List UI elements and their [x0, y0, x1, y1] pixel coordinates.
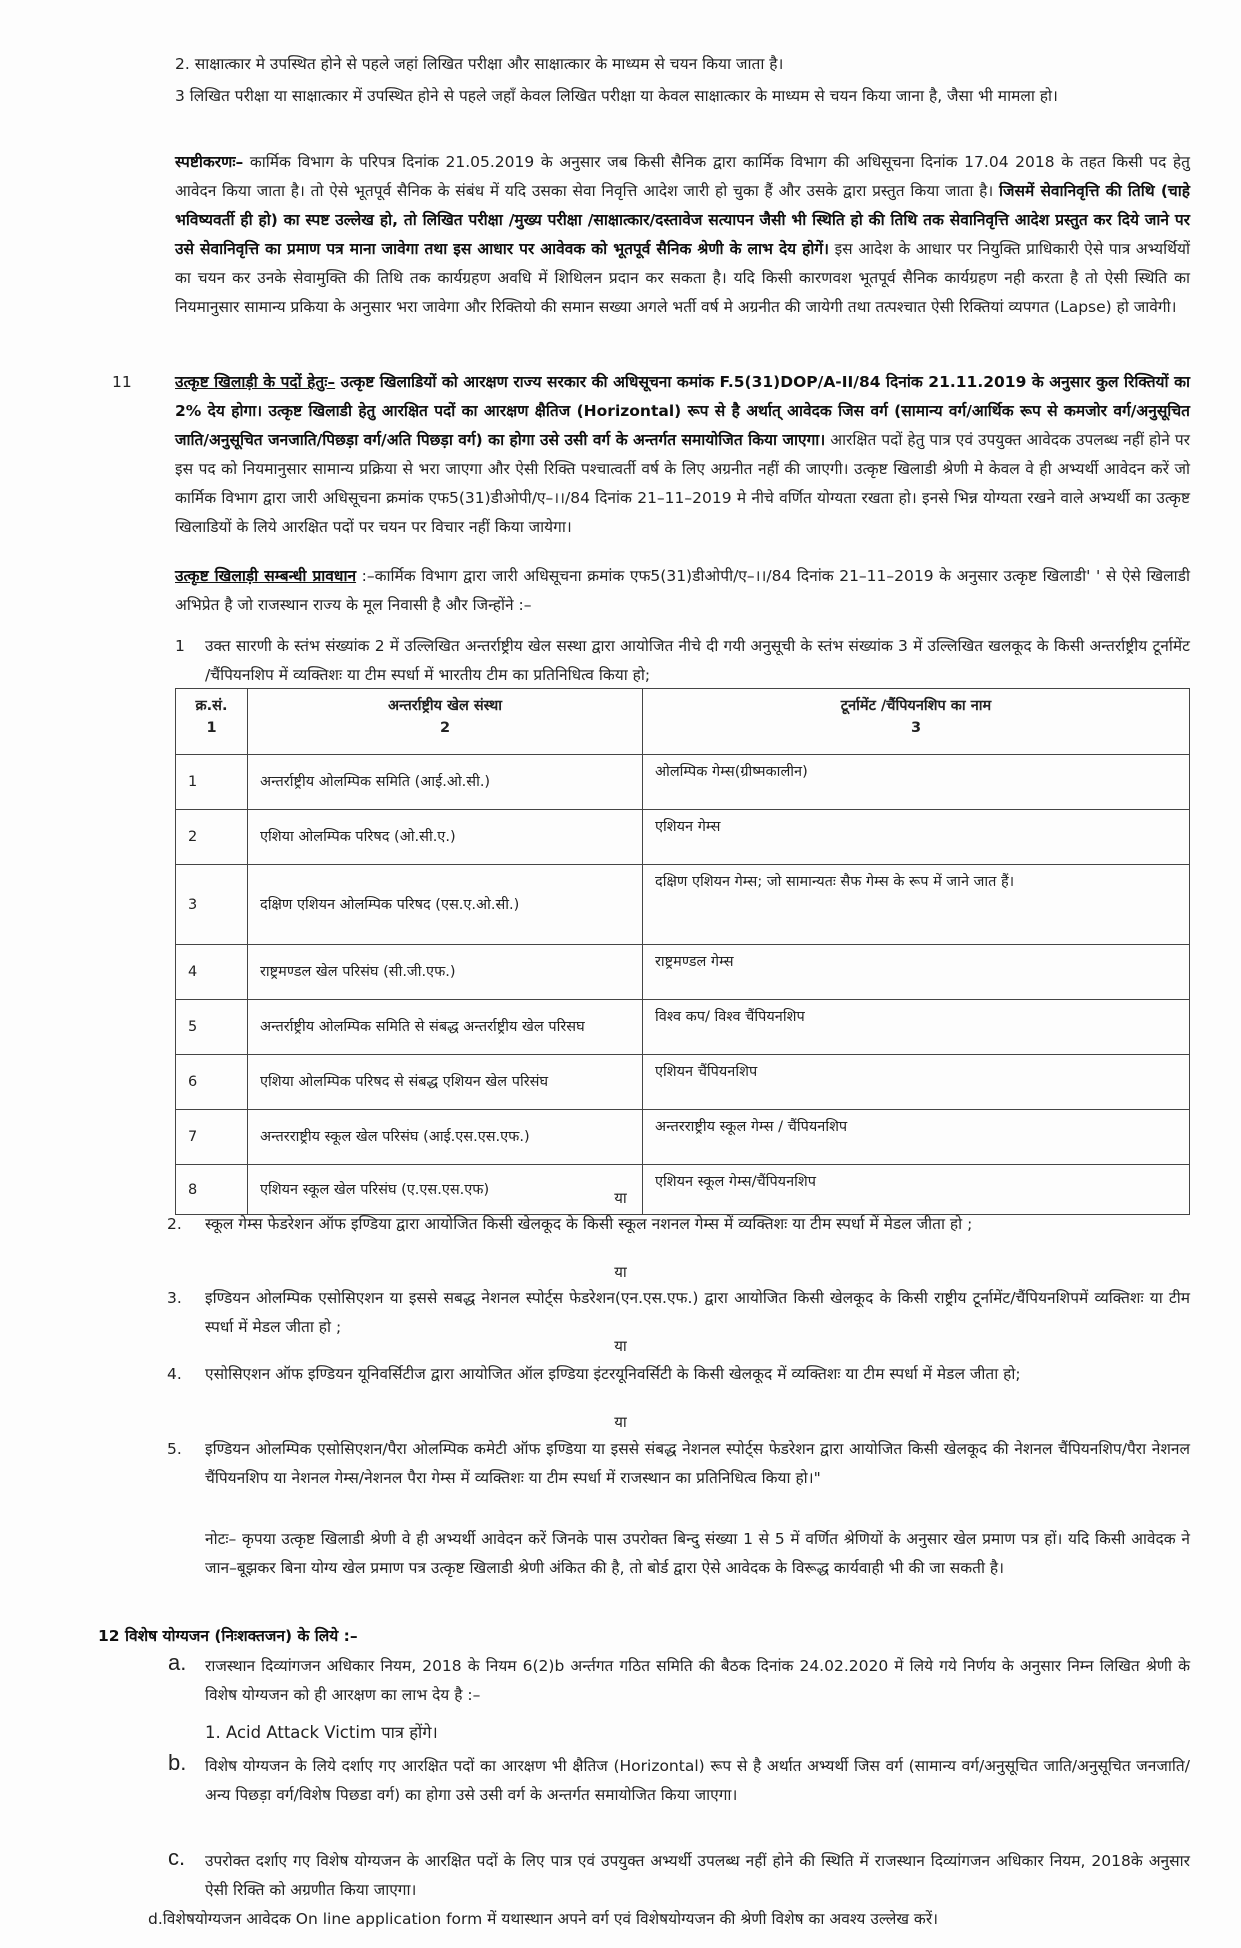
- provision-paragraph: [175, 562, 1190, 620]
- section-12-heading: 12 विशेष योग्यजन (निःशक्तजन) के लिये :–: [98, 1627, 358, 1645]
- note-paragraph: नोटः– कृपया उत्कृष्ट खिलाडी श्रेणी वे ही अभ्यर्थी आवेदन करें जिनके पास उपरोक्त बिन्दु संख्या 1 से 5 में वर्णित श्रेणियों के अनुसार खेल प्रमाण पत्र हों। यदि किसी आवेदक ने जान–बूझकर बिना योग्य खेल प्रमाण पत्र उत्कृष्ट खिलाडी श्रेणी अंकित की है, तो बोर्ड द्वारा ऐसे आवेदक के विरूद्ध कार्यवाही भी की जा सकती है।: [205, 1530, 1190, 1577]
- item-a-letter: a.: [168, 1650, 187, 1675]
- item-1-number: 1: [175, 637, 185, 655]
- section-11-paragraph: [175, 368, 1190, 542]
- item-4-text: एसोसिएशन ऑफ इण्डियन यूनिवर्सिटीज द्वारा आयोजित ऑल इण्डिया इंटरयूनिवर्सिटी के किसी खेलकूद में व्यक्तिशः या टीम स्पर्धा में मेडल जीता हो;: [205, 1365, 1021, 1383]
- item-c-text: उपरोक्त दर्शाए गए विशेष योग्यजन के आरक्षित पदों के लिए पात्र एवं उपयुक्त अभ्यर्थी उपलब्ध नहीं होने की स्थिति में राजस्थान दिव्यांगजन अधिकार नियम, 2018के अनुसार ऐसी रिक्ति को अग्रणीत किया जाएगा।: [205, 1852, 1190, 1899]
- clarification-label: स्पष्टीकरणः–: [175, 153, 244, 171]
- table-row: 3 दक्षिण एशियन ओलम्पिक परिषद (एस.ए.ओ.सी.) दक्षिण एशियन गेम्स; जो सामान्यतः सैफ गेम्स के रूप में जाने जात हैं।: [176, 865, 1190, 945]
- or-separator: या: [614, 1337, 627, 1355]
- table-row: 8 एशियन स्कूल खेल परिसंघ (ए.एस.एस.एफ) एशियन स्कूल गेम्स/चैंपियनशिप: [176, 1165, 1190, 1215]
- table-row: 7 अन्तरराष्ट्रीय स्कूल खेल परिसंघ (आई.एस.एस.एफ.) अन्तरराष्ट्रीय स्कूल गेम्स / चैंपियनशिप: [176, 1110, 1190, 1165]
- item-4-number: 4.: [167, 1365, 182, 1383]
- or-separator: या: [614, 1189, 627, 1207]
- header-tournament: टूर्नामेंट /चैंपियनशिप का नाम 3: [643, 689, 1190, 755]
- item-b-letter: b.: [168, 1750, 187, 1775]
- section-11-number: 11: [112, 373, 132, 391]
- table-header-row: [176, 689, 1190, 755]
- header-sn: क्र.सं. 1: [176, 689, 248, 755]
- item-3-number: 3.: [167, 1289, 182, 1307]
- sports-bodies-table: [175, 688, 1190, 1215]
- para-2: 2. साक्षात्कार मे उपस्थित होने से पहले जहां लिखित परीक्षा और साक्षात्कार के माध्यम से चयन किया जाता है।: [175, 55, 784, 73]
- provision-label: उत्कृष्ट खिलाड़ी सम्बन्धी प्रावधान: [175, 567, 357, 585]
- section-11-bold-text: उत्कृष्ट खिलाडियों को आरक्षण राज्य सरकार की अधिसूचना कमांक F.5(31)DOP/A-II/84 दिनांक 21.11.2019 के अनुसार कुल रिक्तियों का 2% देय होगा। उत्कृष्ट खिलाडी हेतु आरक्षित पदों का आरक्षण क्षैतिज (Horizontal) रूप से है अर्थात् आवेदक जिस वर्ग (सामान्य वर्ग/आर्थिक रूप से कमजोर वर्ग/अनुसूचित जाति/अनुसूचित जनजाति/पिछड़ा वर्ग/अति पिछड़ा वर्ग) का होगा उसे उसी वर्ग के अन्तर्गत समायोजित किया जाएगा।: [175, 373, 1190, 449]
- section-11-text: आरक्षित पदों हेतु पात्र एवं उपयुक्त आवेदक उपलब्ध नहीं होने पर इस पद को नियमानुसार सामान्य प्रक्रिया से भरा जाएगा और ऐसी रिक्ति पश्चात्वर्ती वर्ष के लिए अग्रनीत नहीं की जाएगी। उत्कृष्ट खिलाडी श्रेणी मे केवल वे ही अभ्यर्थी आवेदन करें जो कार्मिक विभाग द्वारा जारी अधिसूचना क्रमांक एफ5(31)डीओपी/ए–।।/84 दिनांक 21–11–2019 मे नीचे वर्णित योग्यता रखता हो। इनसे भिन्न योग्यता रखने वाले अभ्यर्थी का उत्कृष्ट खिलाडियों के लिये आरक्षित पदों पर चयन पर विचार नहीं किया जायेगा।: [175, 431, 1191, 536]
- item-c-letter: c.: [168, 1845, 186, 1870]
- clarification-text-1: कार्मिक विभाग के परिपत्र दिनांक 21.05.2019 के अनुसार जब किसी सैनिक द्वारा कार्मिक विभाग की अधिसूचना दिनांक 17.04 2018 के तहत किसी पद हेतु आवेदन किया जाता है। तो ऐसे भूतपूर्व सैनिक के संबंध में यदि उसका सेवा निवृत्ति आदेश जारी हो चुका हैं और उसके द्वारा प्रस्तुत किया जाता है।: [175, 153, 1190, 200]
- item-5-text: इण्डियन ओलम्पिक एसोसिएशन/पैरा ओलम्पिक कमेटी ऑफ इण्डिया या इससे संबद्ध नेशनल स्पोर्ट्स फेडरेशन द्वारा आयोजित किसी खेलकूद की नेशनल चैंपियनशिप/पैरा नेशनल चैंपियनशिप या नेशनल गेम्स/नेशनल पैरा गेम्स में व्यक्तिशः या टीम स्पर्धा में राजस्थान का प्रतिनिधित्व किया हो।": [205, 1440, 1190, 1487]
- header-org: अन्तर्राष्ट्रीय खेल संस्था 2: [248, 689, 643, 755]
- table-row: 4 राष्ट्रमण्डल खेल परिसंघ (सी.जी.एफ.) राष्ट्रमण्डल गेम्स: [176, 945, 1190, 1000]
- provision-text: :–कार्मिक विभाग द्वारा जारी अधिसूचना क्रमांक एफ5(31)डीओपी/ए–।।/84 दिनांक 21–11–2019 के अनुसार उत्कृष्ट खिलाडी' ' से ऐसे खिलाडी अभिप्रेत है जो राजस्थान राज्य के मूल निवासी है और जिन्होंने :–: [175, 567, 1190, 614]
- item-d-text: d.विशेषयोग्यजन आवेदक On line application form में यथास्थान अपने वर्ग एवं विशेषयोग्यजन की श्रेणी विशेष का अवश्य उल्लेख करें।: [148, 1910, 939, 1928]
- para-3: 3 लिखित परीक्षा या साक्षात्कार में उपस्थित होने से पहले जहाँ केवल लिखित परीक्षा या केवल साक्षात्कार के माध्यम से चयन किया जाना है, जैसा भी मामला हो।: [175, 87, 1058, 105]
- table-row: 5 अन्तर्राष्ट्रीय ओलम्पिक समिति से संबद्ध अन्तर्राष्ट्रीय खेल परिसघ विश्व कप/ विश्व चैंपियनशिप: [176, 1000, 1190, 1055]
- item-b-text: विशेष योग्यजन के लिये दर्शाए गए आरक्षित पदों का आरक्षण भी क्षैतिज (Horizontal) रूप से है अर्थात अभ्यर्थी जिस वर्ग (सामान्य वर्ग/अनुसूचित जाति/अनुसूचित जनजाति/अन्य पिछड़ा वर्ग/विशेष पिछडा वर्ग) का होगा उसे उसी वर्ग के अन्तर्गत समायोजित किया जाएगा।: [205, 1757, 1190, 1804]
- or-separator: या: [614, 1413, 627, 1431]
- item-a-text: राजस्थान दिव्यांगजन अधिकार नियम, 2018 के नियम 6(2)b अर्न्तगत गठित समिति की बैठक दिनांक 24.02.2020 में लिये गये निर्णय के अनुसार निम्न लिखित श्रेणी के विशेष योग्यजन को ही आरक्षण का लाभ देय है :–: [205, 1657, 1190, 1704]
- table-row: 1 अन्तर्राष्ट्रीय ओलम्पिक समिति (आई.ओ.सी.) ओलम्पिक गेम्स(ग्रीष्मकालीन): [176, 755, 1190, 810]
- item-a-sub: 1. Acid Attack Victim पात्र होंगे।: [205, 1723, 438, 1742]
- clarification-text-2: इस आदेश के आधार पर नियुक्ति प्राधिकारी ऐसे पात्र अभ्यर्थियों का चयन कर उनके सेवामुक्ति की तिथि तक कार्यग्रहण अवधि में शिथिलन प्रदान कर सकता है। यदि किसी कारणवश भूतपूर्व सैनिक कार्यग्रहण नही करता है तो ऐसी स्थिति का नियमानुसार सामान्य प्रकिया के अनुसार भरा जावेगा और रिक्तियो की समान सख्या अगले भर्ती वर्ष मे अग्रनीत की जायेगी तथा तत्पश्चात ऐसी रिक्तियां व्यपगत (Lapse) हो जावेगी।: [175, 240, 1190, 316]
- item-5-number: 5.: [167, 1440, 182, 1458]
- table-row: 2 एशिया ओलम्पिक परिषद (ओ.सी.ए.) एशियन गेम्स: [176, 810, 1190, 865]
- item-2-number: 2.: [167, 1215, 182, 1233]
- table-row: 6 एशिया ओलम्पिक परिषद से संबद्ध एशियन खेल परिसंघ एशियन चैंपियनशिप: [176, 1055, 1190, 1110]
- clarification-paragraph: [175, 148, 1190, 322]
- clarification-bold-text: जिसमें सेवानिवृत्ति की तिथि (चाहे भविष्यवर्ती ही हो) का स्पष्ट उल्लेख हो, तो लिखित परीक्षा /मुख्य परीक्षा /साक्षात्कार/दस्तावेज सत्यापन जैसी भी स्थिति हो की तिथि तक सेवानिवृत्ति आदेश प्रस्तुत कर दिये जाने पर उसे सेवानिवृत्ति का प्रमाण पत्र माना जावेगा तथा इस आधार पर आवेवक को भूतपूर्व सैनिक श्रेणी के लाभ देय होगें।: [175, 182, 1191, 258]
- item-2-text: स्कूल गेम्स फेडरेशन ऑफ इण्डिया द्वारा आयोजित किसी खेलकूद के किसी स्कूल नशनल गेम्स में व्यक्तिशः या टीम स्पर्धा में मेडल जीता हो ;: [205, 1215, 973, 1233]
- or-separator: या: [614, 1263, 627, 1281]
- item-3-text: इण्डियन ओलम्पिक एसोसिएशन या इससे सबद्ध नेशनल स्पोर्ट्स फेडरेशन(एन.एस.एफ.) द्वारा आयोजित किसी खेलकूद के किसी राष्ट्रीय टूर्नामेंट/चैंपियनशिपमें व्यक्तिशः या टीम स्पर्धा में मेडल जीता हो ;: [205, 1289, 1190, 1336]
- section-11-heading: उत्कृष्ट खिलाड़ी के पदों हेतुः–: [175, 373, 336, 391]
- item-1-text: उक्त सारणी के स्तंभ संख्यांक 2 में उल्लिखित अन्तर्राष्ट्रीय खेल सस्था द्वारा आयोजित नीचे दी गयी अनुसूची के स्तंभ संख्यांक 3 में उल्लिखित खलकूद के किसी अन्तर्राष्ट्रीय टूर्नामेंट /चैंपियनशिप में व्यक्तिशः या टीम स्पर्धा में भारतीय टीम का प्रतिनिधित्व किया हो;: [205, 637, 1190, 684]
